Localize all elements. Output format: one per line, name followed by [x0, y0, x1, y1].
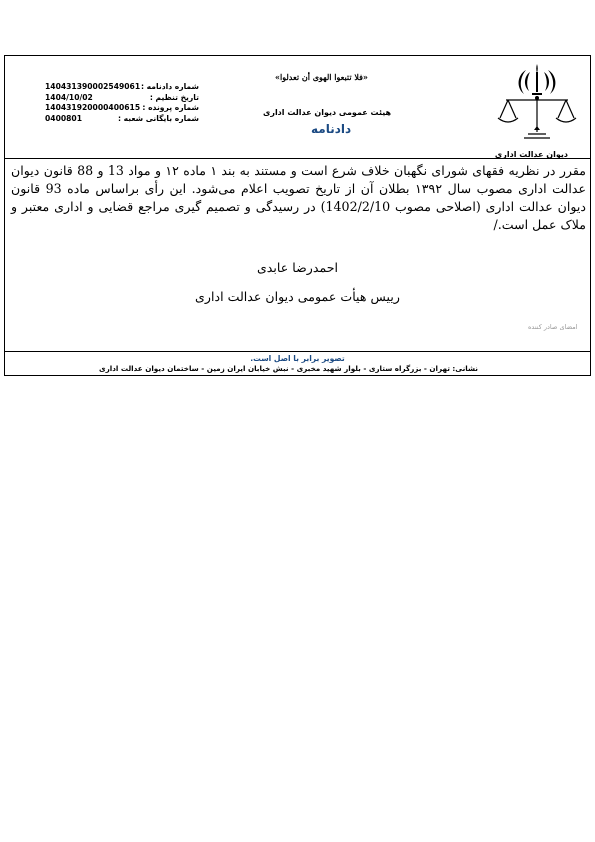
- ruling-text: مقرر در نظریه فقهای شورای نگهبان خلاف شرع است و مستند به بند ۱ ماده ۱۲ و مواد 13 و 88 قانون دیوان عدالت اداری مصوب سال ۱۳۹۲ بطلان آن از تاریخ تصویب اعلام می‌شود. این رأی براساس ماده 93 قانون دیوان عدالت اداری (اصلاحی مصوب 1402/2/10) در رسیدگی و تصمیم گیری مراجع قضایی و اداری معتبر و ملاک عمل است./: [11, 163, 586, 232]
- footer: [5, 351, 590, 375]
- meta-row-case-number: [45, 103, 199, 114]
- meta-label: تاریخ تنظیم :: [149, 92, 199, 102]
- meta-value: 1404/10/02: [45, 92, 93, 102]
- signer-title: رییس هیأت عمومی دیوان عدالت اداری: [195, 289, 400, 304]
- document-meta: [45, 82, 199, 124]
- meta-row-date: [45, 93, 199, 104]
- meta-label: شماره پرونده :: [142, 103, 199, 112]
- iran-emblem-scales-icon: [492, 60, 582, 144]
- meta-label: شماره بایگانی شعبه :: [117, 113, 199, 123]
- meta-row-verdict-number: [45, 82, 199, 93]
- signer-name: احمدرضا عابدی: [256, 260, 339, 275]
- meta-value: 140431920000400615: [45, 103, 141, 112]
- letterhead: [5, 56, 590, 158]
- meta-label: شماره دادنامه :: [141, 82, 199, 91]
- meta-row-archive-number: [45, 114, 199, 125]
- quran-verse: «فلا تتبعوا الهوی أن تعدلوا»: [275, 72, 368, 82]
- court-name: دیوان عدالت اداری: [494, 150, 568, 159]
- meta-value: 0400801: [45, 113, 82, 123]
- meta-value: 140431390002549061: [45, 82, 141, 91]
- ruling-section: [5, 158, 590, 351]
- document-frame: [4, 55, 591, 376]
- signature-label: امضای صادر کننده: [528, 323, 578, 331]
- board-name: هیئت عمومی دیوان عدالت اداری: [263, 108, 392, 117]
- certified-copy-note: تصویر برابر با اصل است.: [250, 354, 345, 363]
- document-title: دادنامه: [311, 122, 352, 136]
- court-address: نشانی: تهران - بزرگراه ستاری - بلوار شهید مخبری - نبش خیابان ایران زمین - ساختمان دیوان عدالت اداری: [99, 364, 478, 373]
